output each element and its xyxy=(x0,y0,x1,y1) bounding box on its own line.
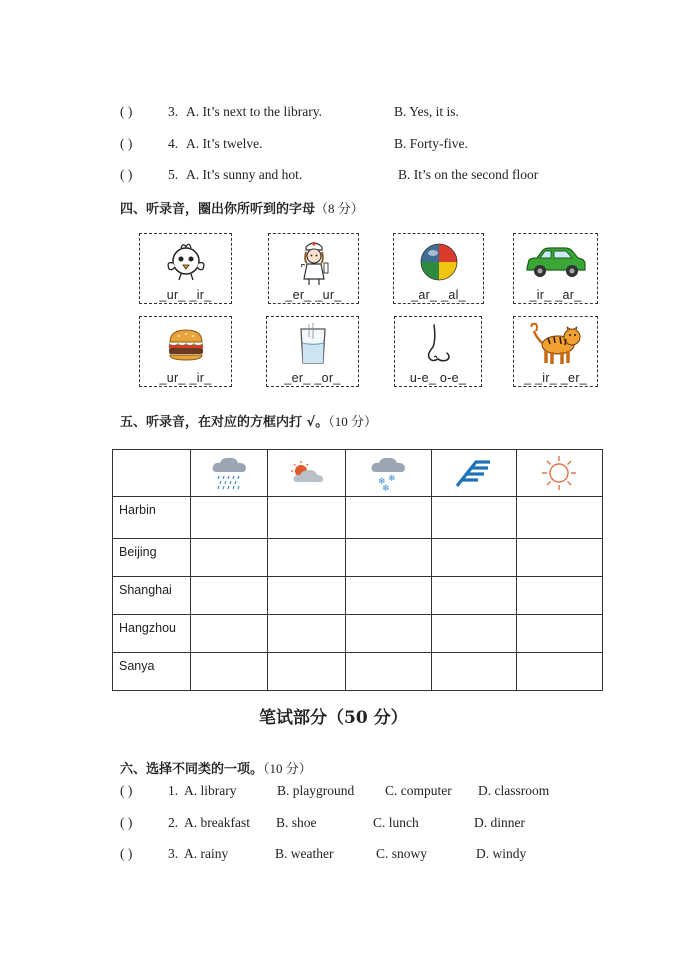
card-nose xyxy=(394,316,482,387)
letter-options[interactable]: u-e_ o-e_ xyxy=(409,371,467,385)
check-cell[interactable] xyxy=(431,539,516,577)
check-cell[interactable] xyxy=(190,497,267,539)
table-row xyxy=(113,497,603,539)
water-glass-icon xyxy=(295,323,331,367)
nurse-icon xyxy=(294,237,334,287)
section-title: 四、听录音，圈出你所听到的字母 xyxy=(120,202,316,217)
check-cell[interactable] xyxy=(346,577,431,615)
card-nurse xyxy=(268,233,359,304)
nose-icon xyxy=(420,323,456,367)
check-cell[interactable] xyxy=(346,653,431,691)
section-title: 六、选择不同类的一项。 xyxy=(120,762,264,777)
check-cell[interactable] xyxy=(516,577,602,615)
city-label: Sanya xyxy=(113,653,191,691)
check-cell[interactable] xyxy=(190,577,267,615)
letter-options[interactable]: _er_ _or_ xyxy=(284,371,341,385)
letter-options[interactable]: _er_ _ur_ xyxy=(285,288,342,302)
item-number: 4. xyxy=(168,136,179,151)
check-cell[interactable] xyxy=(516,539,602,577)
card-car xyxy=(513,233,598,304)
check-cell[interactable] xyxy=(431,577,516,615)
section-4-heading xyxy=(120,198,364,217)
ball-icon xyxy=(417,240,461,284)
item-number: 2. xyxy=(168,815,179,830)
card-chick xyxy=(139,233,232,304)
option-a: A. It’s sunny and hot. xyxy=(186,167,303,182)
letter-options[interactable]: _ur_ _ir_ xyxy=(159,288,212,302)
check-cell[interactable] xyxy=(268,539,346,577)
chick-icon xyxy=(163,239,209,285)
option-b: B. shoe xyxy=(276,815,317,830)
check-cell[interactable] xyxy=(516,615,602,653)
letter-options[interactable]: _ir_ _ar_ xyxy=(529,288,582,302)
city-label: Hangzhou xyxy=(113,615,191,653)
rainy-icon xyxy=(209,454,249,492)
header-blank-cell xyxy=(113,450,191,497)
check-cell[interactable] xyxy=(268,653,346,691)
card-hamburger xyxy=(139,316,232,387)
letter-options[interactable]: _ar_ _al_ xyxy=(411,288,466,302)
svg-text:❄: ❄ xyxy=(378,477,387,487)
windy-icon xyxy=(454,456,494,490)
weather-table xyxy=(112,449,603,691)
table-row xyxy=(113,577,603,615)
option-c: C. lunch xyxy=(373,815,419,830)
sunny-icon xyxy=(539,453,579,493)
answer-paren[interactable]: ( ) xyxy=(120,815,133,830)
answer-paren[interactable]: ( ) xyxy=(120,136,133,151)
header-rainy xyxy=(190,450,267,497)
written-part-title: 笔试部分（50 分） xyxy=(259,708,408,728)
item-number: 3. xyxy=(168,846,179,861)
check-cell[interactable] xyxy=(190,539,267,577)
city-label: Harbin xyxy=(113,497,191,539)
option-a: A. rainy xyxy=(184,846,229,861)
item-number: 1. xyxy=(168,783,179,798)
answer-paren[interactable]: ( ) xyxy=(120,846,133,861)
car-icon xyxy=(523,244,589,280)
option-c: C. snowy xyxy=(376,846,428,861)
card-water-glass xyxy=(266,316,359,387)
item-number: 3. xyxy=(168,104,179,119)
check-cell[interactable] xyxy=(346,539,431,577)
option-b: B. playground xyxy=(277,783,355,798)
tiger-icon xyxy=(528,321,584,369)
table-row xyxy=(113,653,603,691)
sunny-cloudy-icon xyxy=(287,458,327,488)
check-cell[interactable] xyxy=(268,497,346,539)
option-b: B. weather xyxy=(275,846,334,861)
check-cell[interactable] xyxy=(268,615,346,653)
svg-text:❄: ❄ xyxy=(388,474,397,484)
answer-paren[interactable]: ( ) xyxy=(120,104,133,119)
option-a: A. It’s next to the library. xyxy=(186,104,322,119)
header-sunny xyxy=(516,450,602,497)
section-score: （8 分） xyxy=(315,201,364,216)
table-row xyxy=(113,539,603,577)
check-cell[interactable] xyxy=(516,653,602,691)
check-cell[interactable] xyxy=(516,497,602,539)
option-b: B. It’s on the second floor xyxy=(398,167,539,182)
check-cell[interactable] xyxy=(431,615,516,653)
option-a: A. library xyxy=(184,783,237,798)
check-cell[interactable] xyxy=(431,653,516,691)
header-snowy xyxy=(346,450,431,497)
option-d: D. windy xyxy=(476,846,527,861)
section-6-heading xyxy=(120,758,312,777)
check-cell[interactable] xyxy=(431,497,516,539)
option-a: A. It’s twelve. xyxy=(186,136,263,151)
option-c: C. computer xyxy=(385,783,452,798)
letter-options[interactable]: _ _ir_ _er_ xyxy=(523,371,588,385)
option-b: B. Forty-five. xyxy=(394,136,468,151)
hamburger-icon xyxy=(166,328,206,362)
section-score: （10 分） xyxy=(328,414,377,429)
section-5-heading xyxy=(120,411,377,430)
check-cell[interactable] xyxy=(346,497,431,539)
section-score: （10 分） xyxy=(263,761,312,776)
option-d: D. classroom xyxy=(478,783,550,798)
item-number: 5. xyxy=(168,167,179,182)
card-ball xyxy=(393,233,484,304)
answer-paren[interactable]: ( ) xyxy=(120,783,133,798)
letter-options[interactable]: _ur_ _ir_ xyxy=(159,371,212,385)
check-cell[interactable] xyxy=(268,577,346,615)
card-tiger xyxy=(513,316,598,387)
snowy-icon xyxy=(368,454,408,492)
option-d: D. dinner xyxy=(474,815,525,830)
city-label: Shanghai xyxy=(113,577,191,615)
check-cell[interactable] xyxy=(190,615,267,653)
option-a: A. breakfast xyxy=(184,815,250,830)
check-cell[interactable] xyxy=(346,615,431,653)
check-cell[interactable] xyxy=(190,653,267,691)
option-b: B. Yes, it is. xyxy=(394,104,459,119)
header-windy xyxy=(431,450,516,497)
answer-paren[interactable]: ( ) xyxy=(120,167,133,182)
table-row xyxy=(113,615,603,653)
section-title: 五、听录音，在对应的方框内打 √。 xyxy=(120,415,329,430)
header-sunny-cloudy xyxy=(268,450,346,497)
svg-text:❄: ❄ xyxy=(382,484,391,492)
city-label: Beijing xyxy=(113,539,191,577)
